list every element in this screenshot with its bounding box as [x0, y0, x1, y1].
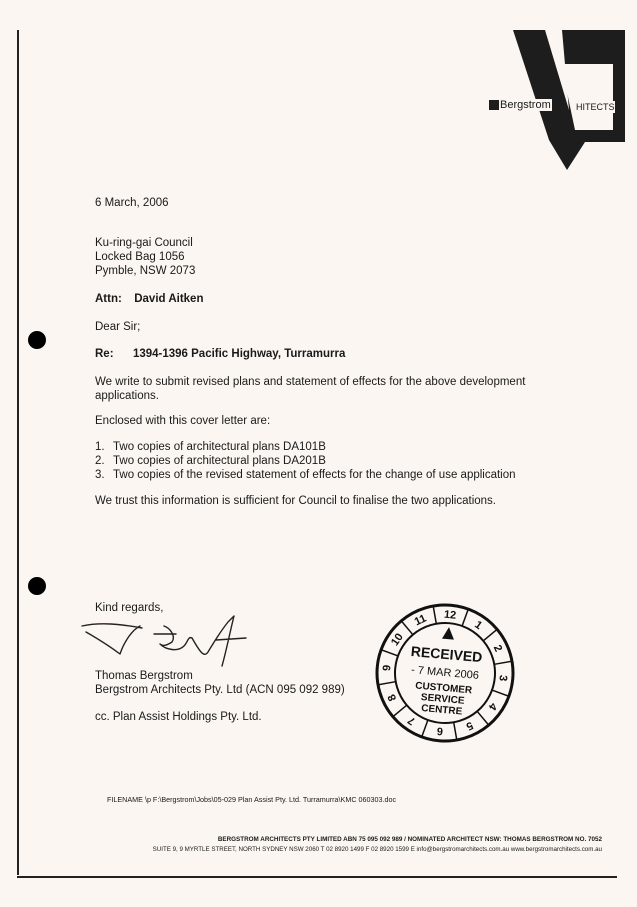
re-label: Re:	[95, 348, 114, 360]
stamp-tick	[462, 609, 468, 627]
signer-company: Bergstrom Architects Pty. Ltd (ACN 095 092 989)	[95, 684, 345, 696]
address-line: Locked Bag 1056	[95, 251, 185, 263]
stamp-number: 9	[380, 664, 394, 672]
paragraph-3: We trust this information is sufficient for Council to finalise the two applications.	[95, 495, 496, 507]
filename-line: FILENAME \p F:\Bergstrom\Jobs\05-029 Plan Assist Pty. Ltd. Turramurra\KMC 060303.doc	[107, 795, 397, 804]
enclosure-list	[95, 440, 516, 482]
logo-text-right: HITECTS	[576, 102, 615, 112]
list-item	[95, 440, 516, 454]
stamp-date: - 7 MAR 2006	[410, 664, 480, 682]
list-text: Two copies of architectural plans DA101B	[113, 441, 326, 453]
stamp-tick	[494, 660, 512, 666]
footer-company-line: BERGSTROM ARCHITECTS PTY LIMITED ABN 75 095 092 989 / NOMINATED ARCHITECT NSW: THOMAS BERGSTROM NO. 7052	[217, 836, 602, 843]
closing: Kind regards,	[95, 602, 164, 614]
stamp-number: 8	[385, 692, 400, 703]
stamp-tick	[381, 650, 399, 656]
stamp-tick	[432, 606, 438, 624]
stamp-number: 7	[405, 713, 418, 728]
punch-hole-top	[28, 331, 46, 349]
attn-name: David Aitken	[134, 293, 204, 305]
list-text: Two copies of architectural plans DA201B	[113, 455, 326, 467]
signer-name: Thomas Bergstrom	[95, 670, 193, 682]
logo-icon	[489, 100, 499, 110]
stamp-tick	[452, 722, 458, 740]
list-item	[95, 468, 516, 482]
address-line: Pymble, NSW 2073	[95, 265, 196, 277]
stamp-number: 10	[389, 631, 406, 649]
stamp-number: 5	[464, 718, 475, 733]
list-number: 2.	[95, 455, 105, 467]
stamp-line-1: CUSTOMER	[414, 680, 473, 697]
stamp-word: RECEIVED	[410, 642, 484, 666]
stamp-number: 2	[490, 643, 505, 654]
re-subject: 1394-1396 Pacific Highway, Turramurra	[132, 348, 346, 360]
stamp-number: 3	[496, 674, 510, 682]
cc-line: cc. Plan Assist Holdings Pty. Ltd.	[95, 711, 262, 723]
footer-address-line: SUITE 9, 9 MYRTLE STREET, NORTH SYDNEY NSW 2060 T 02 8920 1499 F 02 8920 1599 E info@bergstromarchitects.com.au www.bergstromarchitects.com.au	[152, 846, 602, 853]
signature	[80, 612, 250, 670]
paragraph-1	[95, 375, 525, 403]
stamp-tick	[400, 621, 414, 635]
address-line: Ku-ring-gai Council	[95, 237, 193, 249]
stamp-tick	[483, 628, 497, 642]
stamp-number: 4	[485, 700, 500, 713]
stamp-arrow-icon	[442, 627, 455, 640]
attention-line	[95, 292, 203, 306]
stamp-tick	[476, 711, 490, 725]
signature-block	[95, 669, 345, 697]
received-stamp	[370, 600, 520, 746]
stamp-tick	[378, 680, 396, 686]
paragraph-2: Enclosed with this cover letter are:	[95, 415, 271, 427]
stamp-number: 12	[443, 608, 457, 622]
page-left-edge	[17, 30, 19, 875]
stamp-line-3: CENTRE	[420, 703, 463, 718]
stamp-tick	[393, 704, 407, 718]
list-number: 1.	[95, 441, 105, 453]
salutation: Dear Sir;	[95, 321, 141, 333]
stamp-number: 11	[412, 612, 429, 629]
stamp-tick	[492, 690, 510, 696]
stamp-number: 1	[472, 618, 485, 633]
subject-line	[95, 347, 345, 361]
attn-label: Attn:	[95, 293, 122, 305]
stamp-number: 6	[436, 724, 444, 738]
paragraph-line: We write to submit revised plans and statement of effects for the above development	[95, 376, 526, 388]
logo-text-left: Bergstrom	[500, 99, 551, 111]
punch-hole-bottom	[28, 577, 46, 595]
list-number: 3.	[95, 469, 105, 481]
recipient-address	[95, 236, 195, 278]
stamp-line-2: SERVICE	[420, 692, 465, 707]
list-text: Two copies of the revised statement of effects for the change of use application	[113, 469, 516, 481]
list-item	[95, 454, 516, 468]
letter-date: 6 March, 2006	[95, 197, 169, 209]
stamp-tick	[422, 720, 428, 738]
paragraph-line: applications.	[95, 390, 159, 402]
page-bottom-edge	[17, 876, 617, 878]
